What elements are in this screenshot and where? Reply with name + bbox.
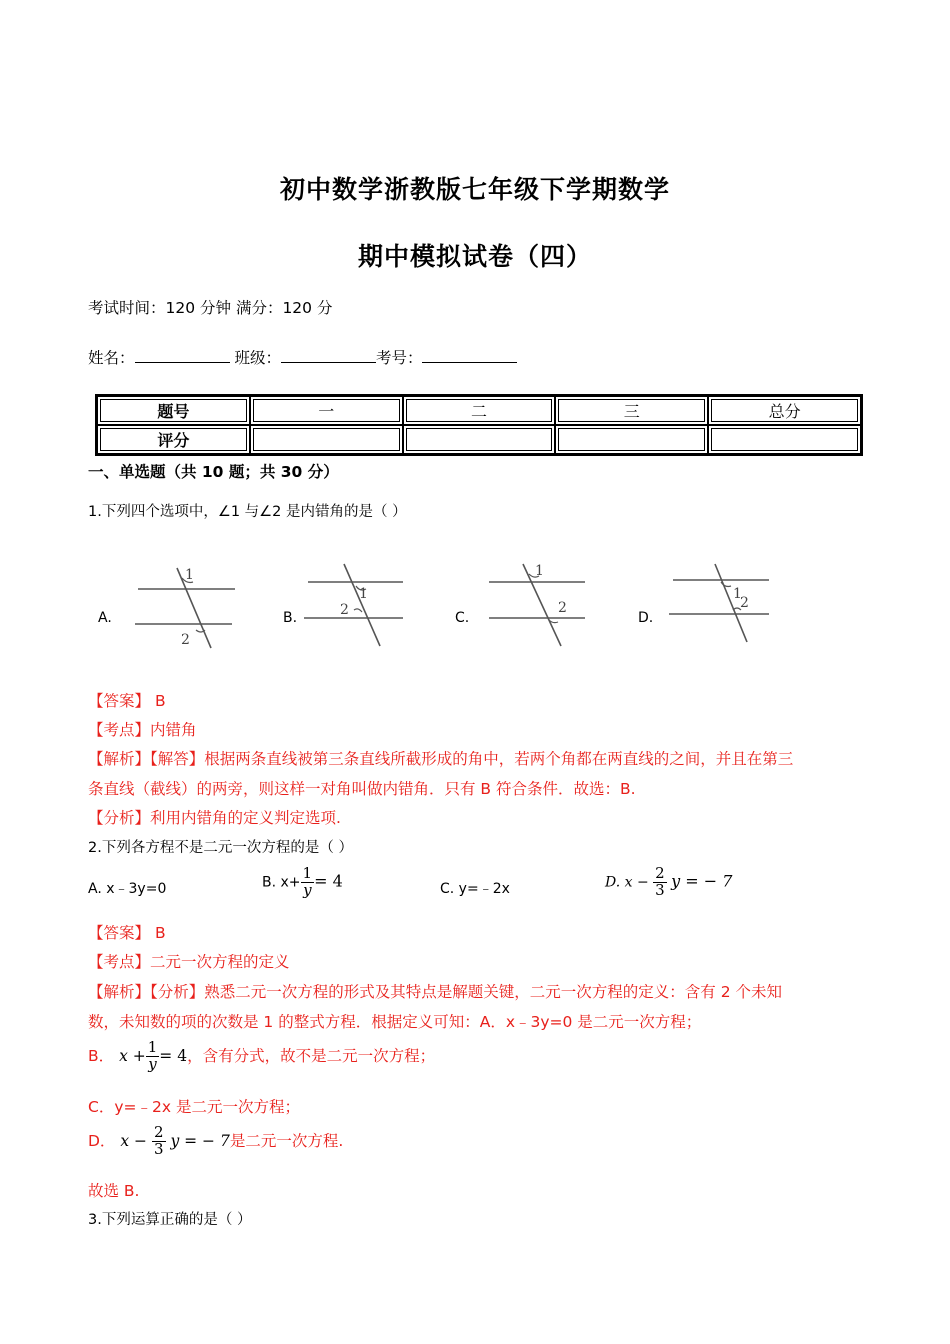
q1-option-d-label: D.: [638, 610, 654, 626]
point-value: 二元一次方程的定义: [150, 953, 290, 971]
score-cell: 总分: [708, 396, 861, 425]
exam-title-line1: 初中数学浙教版七年级下学期数学: [279, 175, 670, 204]
q1-option-a-label: A.: [98, 610, 112, 626]
number-label: 考号：: [375, 349, 423, 367]
line-d-fraction: [152, 1125, 166, 1158]
score-cell: 一: [250, 396, 403, 425]
answer-tag: 【答案】: [88, 924, 151, 942]
score-table-header-row: [97, 396, 861, 425]
q2-answer: [88, 921, 166, 943]
line-d-prefix: D．: [88, 1131, 116, 1150]
class-blank[interactable]: [281, 348, 376, 363]
score-cell: 二: [403, 396, 556, 425]
score-cell: 三: [555, 396, 708, 425]
q1-analysis-line2: 条直线（截线）的两旁，则这样一对角叫做内错角．只有 B 符合条件．故选：B.: [88, 780, 636, 798]
q1-figure-d: [665, 560, 775, 650]
line-d-math-post: y = − 7: [170, 1131, 230, 1150]
q1-analysis-line1: [88, 747, 793, 769]
opt-b-fraction: [301, 866, 315, 899]
score-cell: 评分: [97, 425, 250, 454]
q2-conclusion: 故选 B.: [88, 1182, 140, 1200]
q2-option-b: [262, 866, 343, 899]
opt-d-suffix: y = − 7: [671, 871, 733, 891]
answer-value: B: [154, 692, 166, 710]
point-value: 内错角: [150, 721, 197, 739]
analysis-tag: 【解析】【解答】: [88, 750, 205, 768]
q2-option-a: A. x﹣3y=0: [88, 881, 167, 897]
q2-analysis-line2: 数，未知数的项的次数是 1 的整式方程．根据定义可知：A．x﹣3y=0 是二元一次方程；: [88, 1013, 702, 1031]
point-tag: 【考点】: [88, 953, 151, 971]
point-tag: 【考点】: [88, 721, 151, 739]
name-label: 姓名：: [88, 349, 135, 367]
analysis-tag: 【解析】【分析】: [88, 983, 205, 1001]
question-3-stem: 3.下列运算正确的是（ ）: [88, 1212, 252, 1228]
line-b-text: ，含有分式，故不是二元一次方程；: [187, 1046, 436, 1065]
student-info-line: [88, 346, 517, 368]
q2-line-d: [88, 1125, 343, 1158]
line-b-fraction: [146, 1040, 160, 1073]
q1-figure-b: [300, 560, 410, 655]
q2-point: [88, 950, 290, 972]
q1-point: [88, 718, 197, 740]
q1-option-c-label: C.: [455, 610, 470, 626]
q2-line-c: C．y=﹣2x 是二元一次方程；: [88, 1098, 300, 1116]
question-1-stem: 1.下列四个选项中，∠1 与∠2 是内错角的是（ ）: [88, 504, 407, 520]
fenxi-text: 利用内错角的定义判定选项.: [150, 809, 341, 827]
frac-numerator: 1: [302, 864, 313, 882]
opt-d-fraction: [653, 866, 667, 899]
fig-c-label-2: 2: [558, 600, 567, 616]
fig-a-label-1: 1: [185, 567, 194, 583]
frac-numerator: 1: [147, 1038, 158, 1056]
fig-a-label-2: 2: [181, 632, 190, 648]
fig-b-label-1: 1: [359, 586, 368, 602]
q2-line-b: [88, 1040, 435, 1073]
line-b-prefix: B．: [88, 1046, 115, 1065]
q1-figure-a: [125, 560, 240, 655]
frac-numerator: 2: [153, 1123, 164, 1141]
class-label: 班级：: [234, 349, 281, 367]
score-input-cell[interactable]: [555, 425, 708, 454]
score-table-score-row: [97, 425, 861, 454]
question-2-stem: 2.下列各方程不是二元一次方程的是（ ）: [88, 840, 353, 856]
analysis-text: 根据两条直线被第三条直线所截形成的角中，若两个角都在两直线的之间，并且在第三: [204, 750, 794, 768]
score-input-cell[interactable]: [403, 425, 556, 454]
fig-d-label-2: 2: [740, 595, 749, 611]
q2-option-c: C. y=﹣2x: [440, 881, 510, 897]
opt-d-prefix: D. x −: [605, 874, 649, 891]
answer-value: B: [154, 924, 166, 942]
opt-b-suffix: = 4: [314, 871, 343, 891]
answer-tag: 【答案】: [88, 692, 151, 710]
q1-answer: [88, 689, 166, 711]
analysis-text: 熟悉二元一次方程的形式及其特点是解题关键，二元一次方程的定义：含有 2 个未知: [204, 983, 782, 1001]
exam-time-score: 考试时间：120 分钟 满分：120 分: [88, 299, 333, 317]
line-b-math-pre: x +: [119, 1046, 146, 1065]
frac-numerator: 2: [655, 864, 665, 882]
q1-option-b-label: B.: [283, 610, 298, 626]
q1-figure-c: [485, 560, 595, 655]
frac-denominator: y: [148, 1054, 157, 1073]
line-d-text: 是二元一次方程.: [229, 1131, 344, 1150]
name-blank[interactable]: [135, 348, 230, 363]
score-cell: 题号: [97, 396, 250, 425]
q1-fenxi: [88, 806, 341, 828]
fig-d-label-1: 1: [733, 586, 742, 602]
line-b-math-post: = 4: [159, 1046, 188, 1065]
line-d-math-pre: x −: [120, 1131, 148, 1150]
q2-analysis-line1: [88, 980, 782, 1002]
frac-denominator: 3: [153, 1139, 164, 1158]
score-input-cell[interactable]: [708, 425, 861, 454]
frac-denominator: y: [303, 880, 312, 899]
fig-c-label-1: 1: [535, 563, 544, 579]
opt-b-prefix: B. x+: [262, 874, 301, 891]
fig-b-label-2: 2: [340, 602, 349, 618]
score-input-cell[interactable]: [250, 425, 403, 454]
exam-title-line2: 期中模拟试卷（四）: [357, 242, 592, 271]
q2-option-d: [605, 866, 732, 899]
section-heading: 一、单选题（共 10 题；共 30 分）: [88, 463, 339, 481]
number-blank[interactable]: [422, 348, 517, 363]
fenxi-tag: 【分析】: [88, 809, 151, 827]
score-table: [95, 394, 863, 456]
frac-denominator: 3: [655, 880, 665, 899]
